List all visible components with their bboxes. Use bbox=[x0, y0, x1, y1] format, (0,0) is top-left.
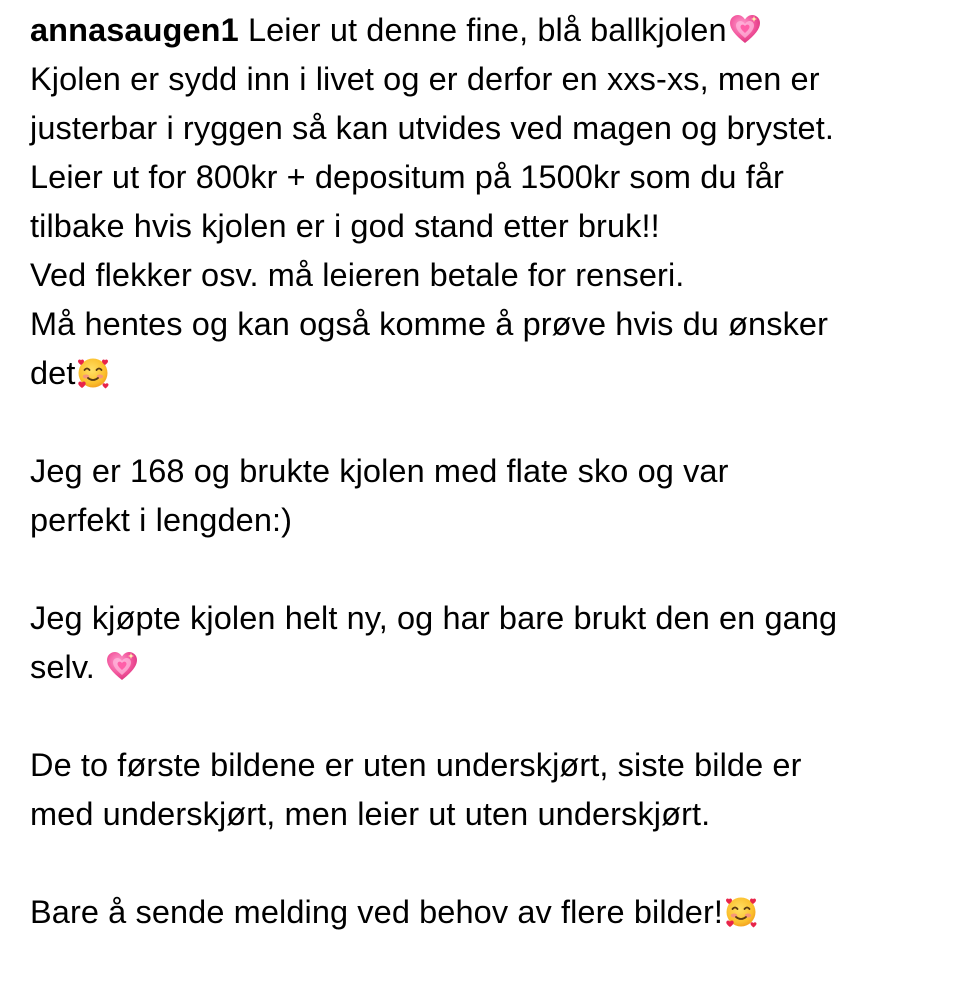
blank-line bbox=[30, 692, 940, 741]
caption-line: med underskjørt, men leier ut uten underskjørt. bbox=[30, 796, 711, 832]
sparkling-heart-icon bbox=[728, 13, 762, 47]
caption-line: tilbake hvis kjolen er i god stand etter bruk!! bbox=[30, 208, 660, 244]
caption-line: Ved flekker osv. må leieren betale for renseri. bbox=[30, 257, 685, 293]
caption-line: Kjolen er sydd inn i livet og er derfor en xxs-xs, men er bbox=[30, 61, 820, 97]
caption-line: Leier ut for 800kr + depositum på 1500kr som du får bbox=[30, 159, 784, 195]
sparkling-heart-icon bbox=[105, 650, 139, 684]
caption-line: De to første bildene er uten underskjørt, siste bilde er bbox=[30, 747, 802, 783]
caption-line: Må hentes og kan også komme å prøve hvis du ønsker bbox=[30, 306, 829, 342]
smiling-face-with-hearts-icon bbox=[76, 356, 110, 390]
caption-line: Bare å sende melding ved behov av flere bilder! bbox=[30, 888, 940, 937]
blank-line bbox=[30, 545, 940, 594]
caption-line: annasaugen1 Leier ut denne fine, blå ballkjolen bbox=[30, 6, 940, 55]
caption-line: selv. bbox=[30, 643, 940, 692]
caption-line: Jeg er 168 og brukte kjolen med flate sko og var bbox=[30, 453, 729, 489]
blank-line bbox=[30, 398, 940, 447]
caption-line: det bbox=[30, 349, 940, 398]
post-caption bbox=[30, 6, 940, 937]
caption-line: justerbar i ryggen så kan utvides ved magen og brystet. bbox=[30, 110, 834, 146]
smiling-face-with-hearts-icon bbox=[724, 895, 758, 929]
caption-line: Jeg kjøpte kjolen helt ny, og har bare brukt den en gang bbox=[30, 600, 838, 636]
username[interactable]: annasaugen1 bbox=[30, 12, 239, 48]
blank-line bbox=[30, 839, 940, 888]
caption-line: perfekt i lengden:) bbox=[30, 502, 293, 538]
